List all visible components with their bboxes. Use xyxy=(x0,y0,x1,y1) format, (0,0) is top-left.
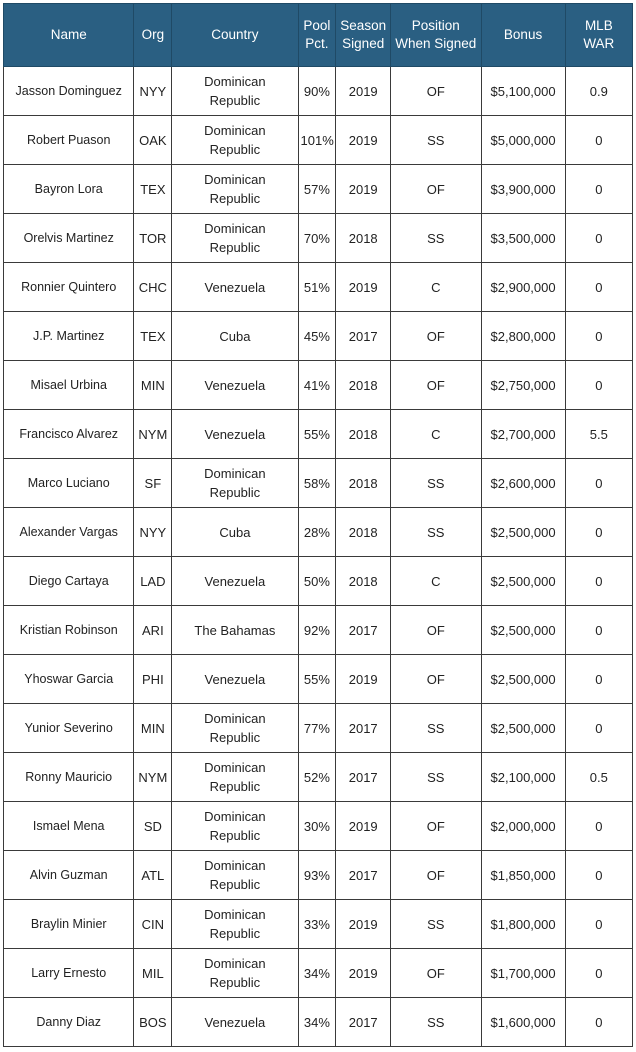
cell-position: C xyxy=(391,557,481,606)
cell-mlb-war: 0 xyxy=(565,655,632,704)
cell-pool-pct: 58% xyxy=(298,459,336,508)
cell-pool-pct: 70% xyxy=(298,214,336,263)
cell-mlb-war: 0 xyxy=(565,949,632,998)
cell-season-signed: 2018 xyxy=(336,508,391,557)
cell-mlb-war: 0 xyxy=(565,606,632,655)
cell-pool-pct: 57% xyxy=(298,165,336,214)
cell-org: MIN xyxy=(134,704,172,753)
table-row xyxy=(4,606,633,655)
table-row xyxy=(4,655,633,704)
cell-org: TOR xyxy=(134,214,172,263)
cell-season-signed: 2019 xyxy=(336,116,391,165)
cell-org: NYY xyxy=(134,508,172,557)
cell-name: J.P. Martinez xyxy=(4,312,134,361)
cell-org: NYM xyxy=(134,753,172,802)
cell-bonus: $2,500,000 xyxy=(481,655,565,704)
cell-name: Braylin Minier xyxy=(4,900,134,949)
cell-name: Jasson Dominguez xyxy=(4,67,134,116)
header-pool-pct: Pool Pct. xyxy=(298,4,336,67)
cell-name: Bayron Lora xyxy=(4,165,134,214)
cell-position: OF xyxy=(391,165,481,214)
cell-season-signed: 2018 xyxy=(336,214,391,263)
cell-country: Dominican Republic xyxy=(172,802,298,851)
cell-season-signed: 2019 xyxy=(336,655,391,704)
cell-pool-pct: 50% xyxy=(298,557,336,606)
cell-mlb-war: 0 xyxy=(565,998,632,1047)
cell-org: NYY xyxy=(134,67,172,116)
cell-position: OF xyxy=(391,312,481,361)
cell-season-signed: 2019 xyxy=(336,165,391,214)
cell-name: Alexander Vargas xyxy=(4,508,134,557)
header-org: Org xyxy=(134,4,172,67)
cell-position: C xyxy=(391,410,481,459)
cell-bonus: $5,000,000 xyxy=(481,116,565,165)
cell-season-signed: 2018 xyxy=(336,410,391,459)
cell-country: Venezuela xyxy=(172,998,298,1047)
cell-country: Dominican Republic xyxy=(172,459,298,508)
cell-org: ARI xyxy=(134,606,172,655)
cell-season-signed: 2018 xyxy=(336,361,391,410)
cell-mlb-war: 0 xyxy=(565,165,632,214)
cell-bonus: $2,100,000 xyxy=(481,753,565,802)
cell-name: Diego Cartaya xyxy=(4,557,134,606)
cell-pool-pct: 93% xyxy=(298,851,336,900)
cell-position: SS xyxy=(391,459,481,508)
cell-country: Venezuela xyxy=(172,410,298,459)
cell-position: SS xyxy=(391,508,481,557)
cell-pool-pct: 101% xyxy=(298,116,336,165)
cell-season-signed: 2019 xyxy=(336,263,391,312)
cell-name: Ronny Mauricio xyxy=(4,753,134,802)
cell-pool-pct: 51% xyxy=(298,263,336,312)
cell-mlb-war: 0 xyxy=(565,361,632,410)
cell-position: OF xyxy=(391,802,481,851)
cell-country: Cuba xyxy=(172,508,298,557)
cell-bonus: $1,850,000 xyxy=(481,851,565,900)
cell-season-signed: 2017 xyxy=(336,753,391,802)
table-row xyxy=(4,214,633,263)
cell-country: Dominican Republic xyxy=(172,116,298,165)
cell-pool-pct: 55% xyxy=(298,655,336,704)
cell-org: OAK xyxy=(134,116,172,165)
cell-position: OF xyxy=(391,949,481,998)
cell-mlb-war: 0 xyxy=(565,557,632,606)
cell-country: The Bahamas xyxy=(172,606,298,655)
cell-position: SS xyxy=(391,116,481,165)
table-row xyxy=(4,410,633,459)
cell-season-signed: 2017 xyxy=(336,606,391,655)
cell-bonus: $2,900,000 xyxy=(481,263,565,312)
cell-country: Venezuela xyxy=(172,655,298,704)
cell-position: SS xyxy=(391,998,481,1047)
cell-position: OF xyxy=(391,67,481,116)
cell-mlb-war: 5.5 xyxy=(565,410,632,459)
table-row xyxy=(4,851,633,900)
cell-country: Dominican Republic xyxy=(172,704,298,753)
cell-org: BOS xyxy=(134,998,172,1047)
header-bonus: Bonus xyxy=(481,4,565,67)
cell-bonus: $2,500,000 xyxy=(481,557,565,606)
cell-season-signed: 2017 xyxy=(336,312,391,361)
cell-season-signed: 2017 xyxy=(336,998,391,1047)
cell-name: Robert Puason xyxy=(4,116,134,165)
cell-mlb-war: 0.9 xyxy=(565,67,632,116)
cell-pool-pct: 41% xyxy=(298,361,336,410)
signings-table xyxy=(3,3,633,1047)
cell-mlb-war: 0 xyxy=(565,459,632,508)
cell-country: Venezuela xyxy=(172,263,298,312)
table-row xyxy=(4,704,633,753)
cell-bonus: $2,800,000 xyxy=(481,312,565,361)
cell-country: Dominican Republic xyxy=(172,949,298,998)
cell-mlb-war: 0 xyxy=(565,851,632,900)
cell-position: SS xyxy=(391,753,481,802)
cell-position: OF xyxy=(391,361,481,410)
cell-season-signed: 2017 xyxy=(336,851,391,900)
table-row xyxy=(4,557,633,606)
cell-position: SS xyxy=(391,704,481,753)
cell-position: OF xyxy=(391,851,481,900)
cell-org: NYM xyxy=(134,410,172,459)
cell-name: Larry Ernesto xyxy=(4,949,134,998)
cell-name: Ronnier Quintero xyxy=(4,263,134,312)
table-row xyxy=(4,165,633,214)
cell-bonus: $1,800,000 xyxy=(481,900,565,949)
cell-org: TEX xyxy=(134,165,172,214)
cell-season-signed: 2018 xyxy=(336,557,391,606)
cell-org: CIN xyxy=(134,900,172,949)
cell-season-signed: 2019 xyxy=(336,900,391,949)
cell-org: TEX xyxy=(134,312,172,361)
cell-org: LAD xyxy=(134,557,172,606)
cell-name: Misael Urbina xyxy=(4,361,134,410)
cell-pool-pct: 34% xyxy=(298,998,336,1047)
cell-position: OF xyxy=(391,655,481,704)
cell-season-signed: 2019 xyxy=(336,949,391,998)
cell-name: Ismael Mena xyxy=(4,802,134,851)
cell-pool-pct: 28% xyxy=(298,508,336,557)
cell-pool-pct: 34% xyxy=(298,949,336,998)
header-row xyxy=(4,4,633,67)
cell-name: Francisco Alvarez xyxy=(4,410,134,459)
table-row xyxy=(4,900,633,949)
cell-mlb-war: 0 xyxy=(565,312,632,361)
cell-pool-pct: 33% xyxy=(298,900,336,949)
table-row xyxy=(4,116,633,165)
cell-org: SF xyxy=(134,459,172,508)
cell-bonus: $2,600,000 xyxy=(481,459,565,508)
cell-bonus: $3,900,000 xyxy=(481,165,565,214)
cell-pool-pct: 30% xyxy=(298,802,336,851)
cell-org: PHI xyxy=(134,655,172,704)
header-name: Name xyxy=(4,4,134,67)
cell-season-signed: 2018 xyxy=(336,459,391,508)
cell-country: Dominican Republic xyxy=(172,851,298,900)
cell-pool-pct: 92% xyxy=(298,606,336,655)
cell-season-signed: 2019 xyxy=(336,67,391,116)
table-row xyxy=(4,998,633,1047)
cell-position: OF xyxy=(391,606,481,655)
cell-name: Danny Diaz xyxy=(4,998,134,1047)
cell-country: Dominican Republic xyxy=(172,165,298,214)
cell-name: Alvin Guzman xyxy=(4,851,134,900)
table-row xyxy=(4,361,633,410)
cell-mlb-war: 0 xyxy=(565,802,632,851)
header-season-signed: Season Signed xyxy=(336,4,391,67)
cell-position: SS xyxy=(391,214,481,263)
table-row xyxy=(4,949,633,998)
cell-bonus: $2,500,000 xyxy=(481,606,565,655)
header-country: Country xyxy=(172,4,298,67)
cell-bonus: $2,500,000 xyxy=(481,508,565,557)
table-row xyxy=(4,753,633,802)
table-row xyxy=(4,508,633,557)
cell-country: Cuba xyxy=(172,312,298,361)
cell-name: Yunior Severino xyxy=(4,704,134,753)
cell-mlb-war: 0 xyxy=(565,263,632,312)
cell-bonus: $2,500,000 xyxy=(481,704,565,753)
cell-season-signed: 2017 xyxy=(336,704,391,753)
cell-name: Kristian Robinson xyxy=(4,606,134,655)
cell-pool-pct: 55% xyxy=(298,410,336,459)
cell-name: Orelvis Martinez xyxy=(4,214,134,263)
cell-country: Dominican Republic xyxy=(172,67,298,116)
cell-position: SS xyxy=(391,900,481,949)
cell-bonus: $2,700,000 xyxy=(481,410,565,459)
cell-pool-pct: 45% xyxy=(298,312,336,361)
cell-bonus: $1,600,000 xyxy=(481,998,565,1047)
cell-mlb-war: 0 xyxy=(565,116,632,165)
cell-bonus: $1,700,000 xyxy=(481,949,565,998)
cell-position: C xyxy=(391,263,481,312)
cell-mlb-war: 0 xyxy=(565,214,632,263)
header-position: Position When Signed xyxy=(391,4,481,67)
cell-country: Dominican Republic xyxy=(172,214,298,263)
cell-pool-pct: 52% xyxy=(298,753,336,802)
cell-bonus: $3,500,000 xyxy=(481,214,565,263)
cell-bonus: $2,000,000 xyxy=(481,802,565,851)
cell-org: SD xyxy=(134,802,172,851)
header-mlb-war: MLB WAR xyxy=(565,4,632,67)
table-row xyxy=(4,459,633,508)
cell-mlb-war: 0 xyxy=(565,900,632,949)
cell-name: Yhoswar Garcia xyxy=(4,655,134,704)
cell-mlb-war: 0 xyxy=(565,508,632,557)
cell-org: MIN xyxy=(134,361,172,410)
cell-mlb-war: 0 xyxy=(565,704,632,753)
cell-country: Venezuela xyxy=(172,557,298,606)
cell-bonus: $5,100,000 xyxy=(481,67,565,116)
cell-country: Dominican Republic xyxy=(172,753,298,802)
cell-pool-pct: 77% xyxy=(298,704,336,753)
table-row xyxy=(4,263,633,312)
cell-org: CHC xyxy=(134,263,172,312)
cell-name: Marco Luciano xyxy=(4,459,134,508)
table-row xyxy=(4,312,633,361)
cell-org: MIL xyxy=(134,949,172,998)
cell-country: Dominican Republic xyxy=(172,900,298,949)
cell-org: ATL xyxy=(134,851,172,900)
cell-country: Venezuela xyxy=(172,361,298,410)
table-row xyxy=(4,67,633,116)
table-row xyxy=(4,802,633,851)
cell-season-signed: 2019 xyxy=(336,802,391,851)
cell-mlb-war: 0.5 xyxy=(565,753,632,802)
cell-pool-pct: 90% xyxy=(298,67,336,116)
cell-bonus: $2,750,000 xyxy=(481,361,565,410)
